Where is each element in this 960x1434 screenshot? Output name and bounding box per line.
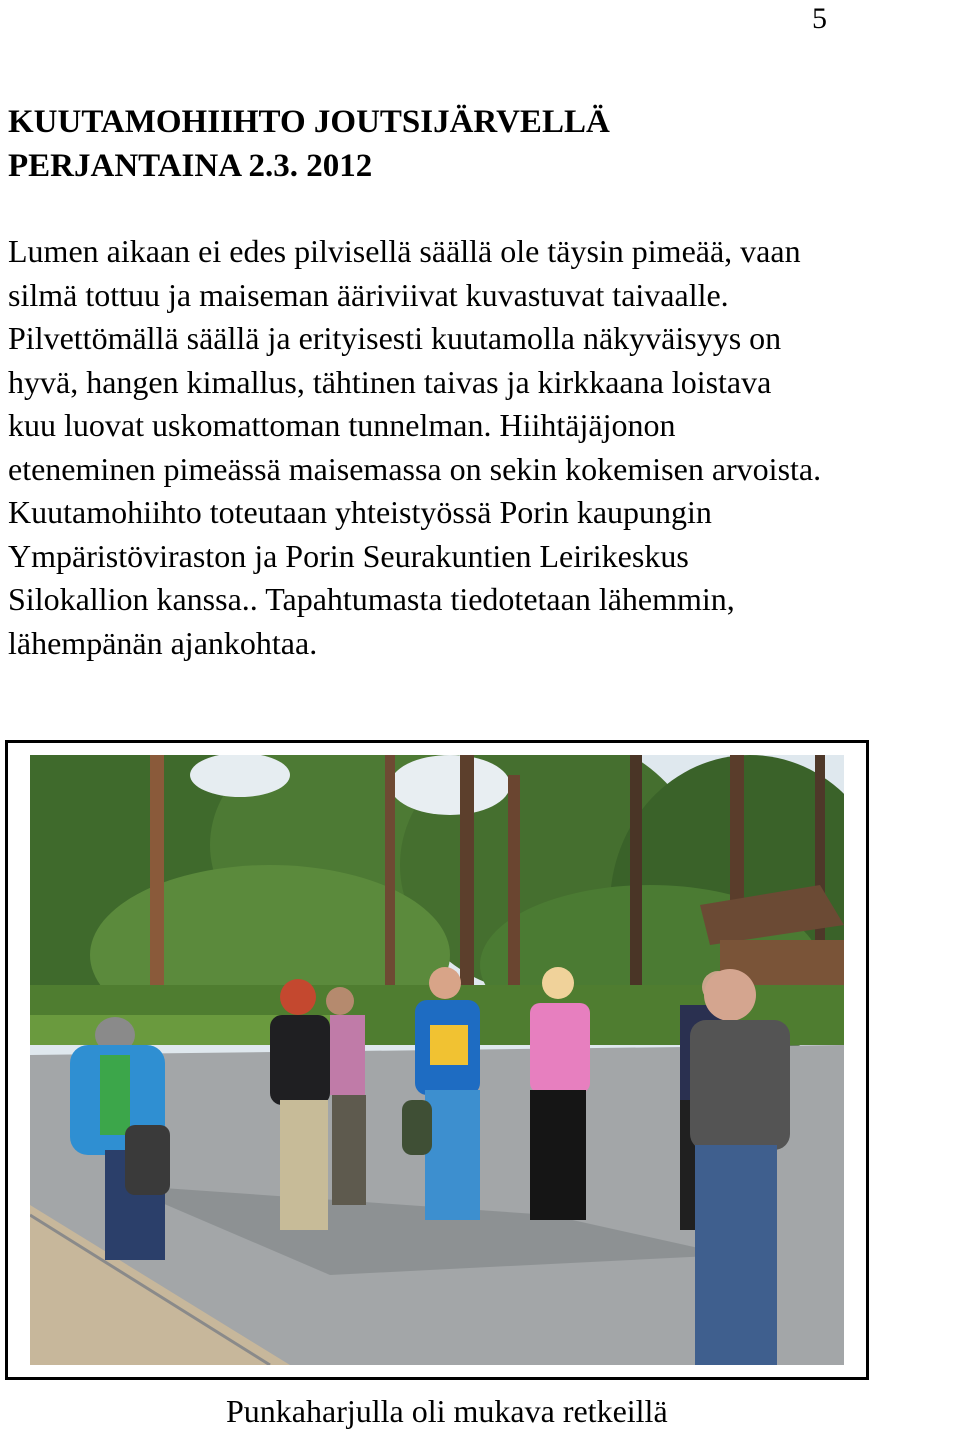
body-line: Ympäristöviraston ja Porin Seurakuntien Leirikeskus xyxy=(8,537,689,574)
group-photo xyxy=(30,755,844,1365)
article-heading xyxy=(8,100,948,188)
photo-frame xyxy=(5,740,869,1380)
page-number: 5 xyxy=(812,2,827,35)
photo-caption: Punkaharjulla oli mukava retkeillä xyxy=(226,1393,668,1429)
heading-line-2: PERJANTAINA 2.3. 2012 xyxy=(8,148,373,184)
group-photo-illustration xyxy=(30,755,844,1365)
body-line: Lumen aikaan ei edes pilvisellä säällä ole täysin pimeää, vaan xyxy=(8,233,801,269)
body-line: silmä tottuu ja maiseman ääriviivat kuvastuvat taivaalle. xyxy=(8,276,729,313)
body-line: eteneminen pimeässä maisemassa on sekin kokemisen arvoista. xyxy=(8,450,822,487)
body-line: kuu luovat uskomattoman tunnelman. Hiihtäjäjonon xyxy=(8,407,676,443)
body-line: hyvä, hangen kimallus, tähtinen taivas ja kirkkaana loistava xyxy=(8,363,772,400)
body-line: Pilvettömällä säällä ja erityisesti kuutamolla näkyväisyys on xyxy=(8,320,782,356)
body-line: lähempänän ajankohtaa. xyxy=(8,624,318,661)
article-body xyxy=(8,230,956,665)
heading-line-1: KUUTAMOHIIHTO JOUTSIJÄRVELLÄ xyxy=(8,104,610,140)
body-line: Silokallion kanssa.. Tapahtumasta tiedotetaan lähemmin, xyxy=(8,581,735,617)
body-line: Kuutamohiihto toteutaan yhteistyössä Porin kaupungin xyxy=(8,494,712,530)
